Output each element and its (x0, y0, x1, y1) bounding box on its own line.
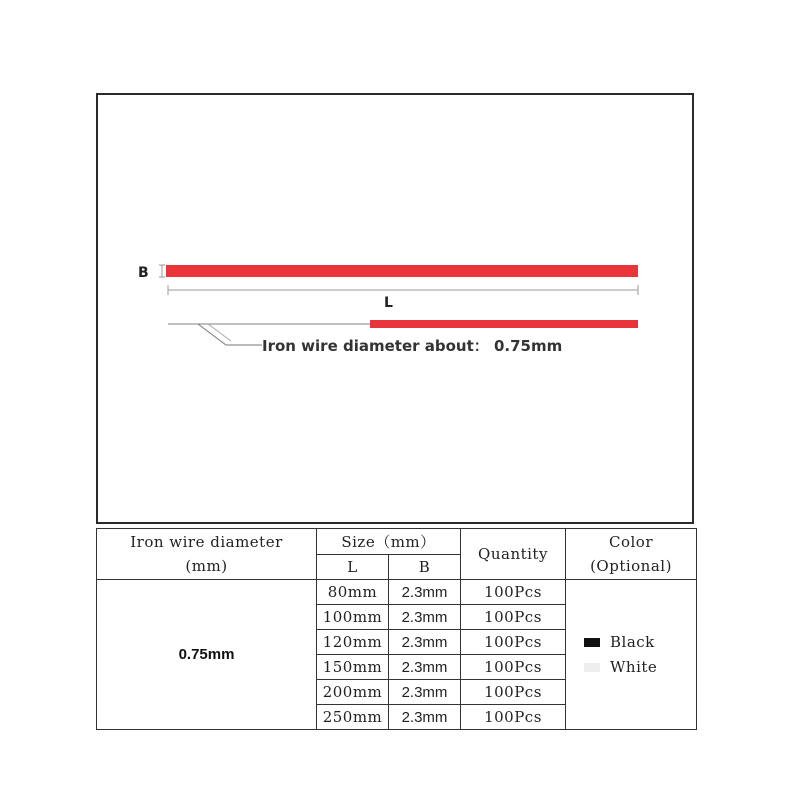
row-qty: 100Pcs (461, 705, 566, 730)
row-l: 200mm (317, 680, 389, 705)
header-quantity: Quantity (461, 529, 566, 580)
color-name: Black (610, 633, 655, 651)
header-size-b: B (389, 554, 461, 580)
header-diameter-unit: (mm) (185, 557, 228, 575)
row-qty: 100Pcs (461, 605, 566, 630)
row-b: 2.3mm (389, 580, 461, 605)
row-b: 2.3mm (389, 705, 461, 730)
diameter-value: 0.75mm (97, 580, 317, 730)
callout-leader (198, 324, 262, 345)
row-b: 2.3mm (389, 605, 461, 630)
row-b: 2.3mm (389, 630, 461, 655)
header-color (566, 529, 697, 580)
row-b: 2.3mm (389, 680, 461, 705)
header-size: Size（mm） (317, 529, 461, 555)
product-diagram (96, 93, 694, 524)
color-option-black (584, 630, 657, 655)
color-option-white (584, 655, 657, 680)
table-row (97, 580, 697, 605)
white-swatch (584, 663, 600, 672)
row-qty: 100Pcs (461, 630, 566, 655)
header-color-sub: (Optional) (590, 557, 672, 575)
wire-diagram (98, 95, 692, 522)
row-qty: 100Pcs (461, 680, 566, 705)
row-qty: 100Pcs (461, 655, 566, 680)
header-diameter (97, 529, 317, 580)
callout-leader-secondary (208, 324, 231, 341)
row-l: 80mm (317, 580, 389, 605)
label-l: L (384, 295, 393, 311)
row-l: 150mm (317, 655, 389, 680)
row-l: 100mm (317, 605, 389, 630)
iron-wire-callout: Iron wire diameter about： 0.75mm (262, 337, 563, 355)
header-diameter-label: Iron wire diameter (130, 533, 283, 551)
color-options (566, 580, 697, 730)
red-wire (166, 265, 638, 277)
row-l: 120mm (317, 630, 389, 655)
header-size-l: L (317, 554, 389, 580)
spec-table (96, 528, 697, 730)
black-swatch (584, 638, 600, 647)
row-qty: 100Pcs (461, 580, 566, 605)
label-b: B (138, 265, 149, 281)
table-header-row (97, 529, 697, 555)
color-name: White (610, 658, 658, 676)
row-b: 2.3mm (389, 655, 461, 680)
red-wire-short (370, 320, 638, 328)
row-l: 250mm (317, 705, 389, 730)
header-color-label: Color (608, 533, 653, 551)
